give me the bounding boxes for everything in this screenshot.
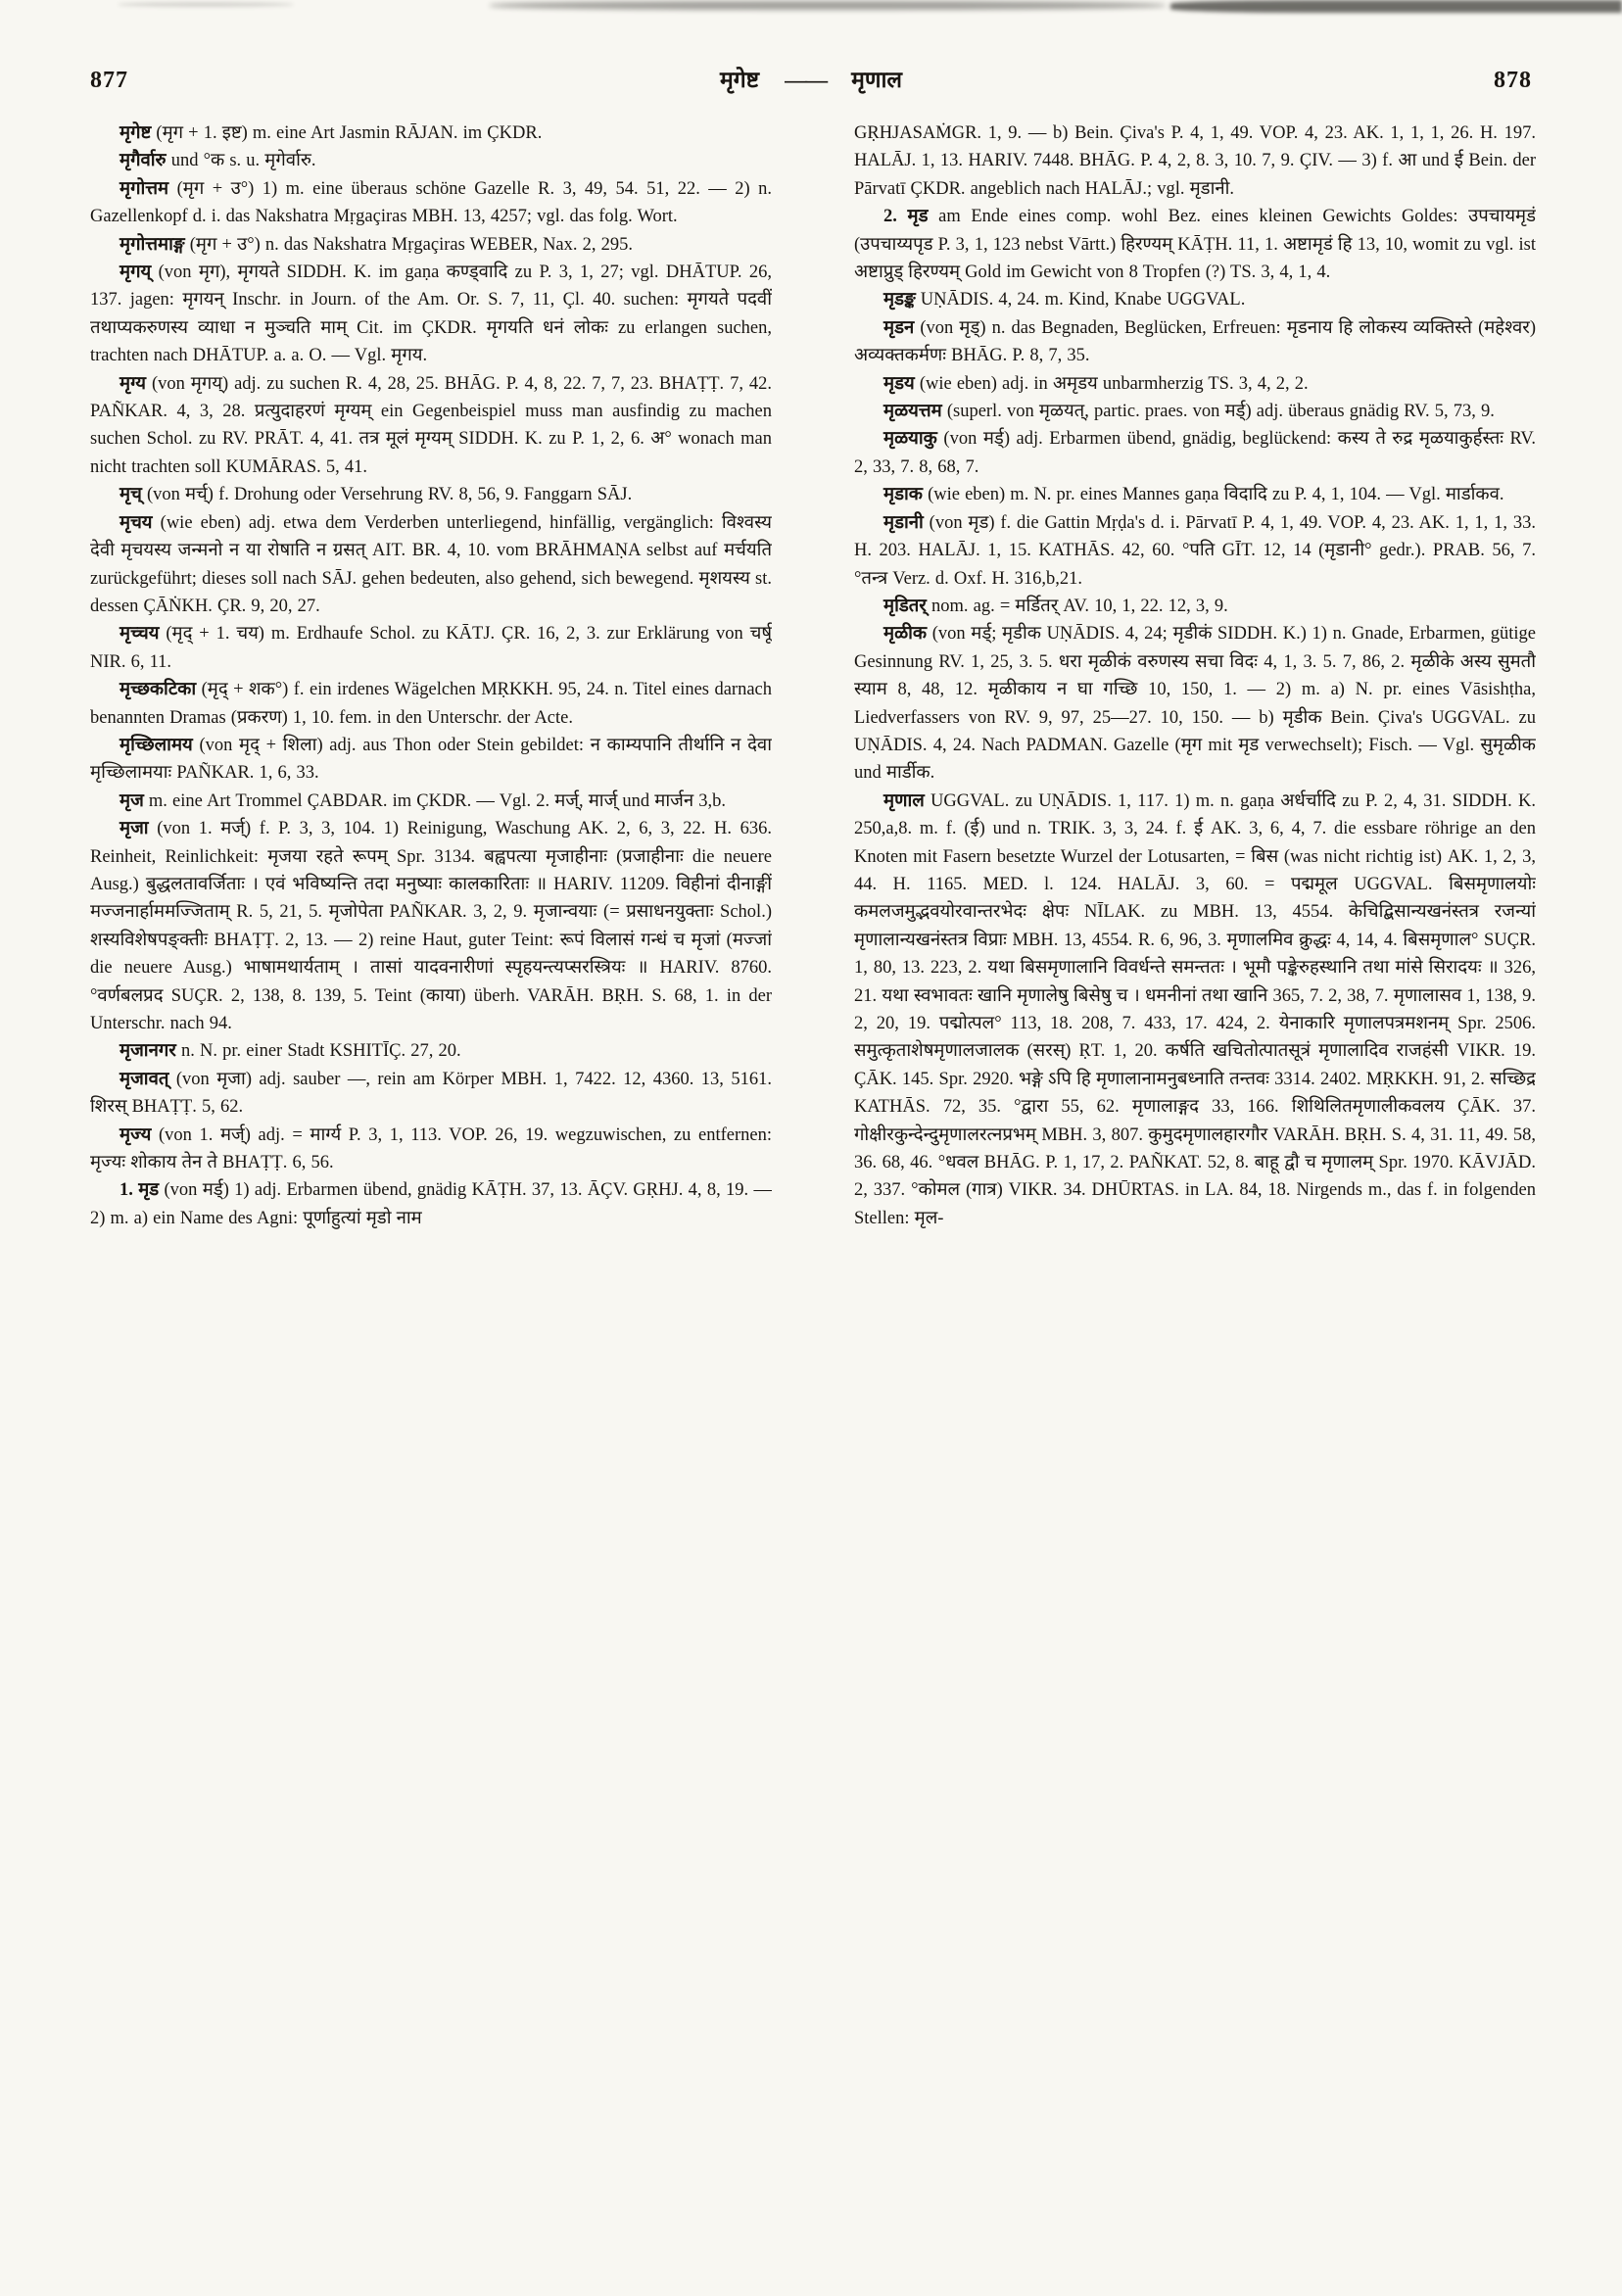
dictionary-entry: मृगोत्तमाङ्ग (मृग + उ°) n. das Nakshatra Mṛgaçiras WEBER, Nax. 2, 295.	[119, 234, 634, 255]
dictionary-entry: मृग्य (von मृगय्) adj. zu suchen R. 4, 28, 25. BHĀG. P. 4, 8, 22. 7, 7, 23. BHAṬṬ. 7, 42. PAÑKAR. 4, 3, 28. प्रत्युदाहरणं मृग्यम् ein Gegenbeispiel muss man ausfindig zu machen suchen Schol. zu RV. PRĀT. 4, 41. तत्र मूलं मृग्यम् SIDDH. K. zu P. 1, 2, 6. अ° wonach man nicht trachten soll KUMĀRAS. 5, 41.	[90, 373, 772, 477]
column-right	[854, 120, 1536, 2157]
column-left	[90, 120, 772, 2157]
dictionary-entry: मृचय (wie eben) adj. etwa dem Verderben unterliegend, hinfällig, vergänglich: विश्वस्य देवी मृचयस्य जन्मनो न या रोषाति न ग्रसत् AIT. BR. 4, 10. vom BRĀHMAṆA selbst auf मर्चयति zurückgeführt; dieses soll nach SĀJ. gehen bedeuten, also gehend, sich bewegend. मृशयस्य st. dessen ÇĀṄKH. ÇR. 9, 20, 27.	[90, 512, 772, 616]
entry-headword: 1. मृड	[119, 1180, 165, 1201]
page-number-right: 878	[1494, 68, 1532, 93]
dictionary-entry: मृडङ्क UṆĀDIS. 4, 24. m. Kind, Knabe UGGVAL.	[883, 290, 1246, 311]
dictionary-entry: मृडन (von मृड्) n. das Begnaden, Beglücken, Erfreuen: मृडनाय हि लोकस्य व्यक्तिस्ते (महेश्वर) अव्यक्तकर्मणः BHĀG. P. 8, 7, 35.	[854, 317, 1536, 366]
entry-headword: मृच्छकटिका	[119, 680, 202, 700]
scan-artifact	[1170, 0, 1622, 13]
entry-headword: मृडङ्क	[883, 290, 921, 311]
page-number-left: 877	[90, 68, 128, 93]
entry-headword: मृच्चय	[119, 624, 167, 645]
dictionary-entry: मृगय् (von मृग), मृगयते SIDDH. K. im gaṇa कण्ड्वादि zu P. 3, 1, 27; vgl. DHĀTUP. 26, 137. jagen: मृगयन् Inschr. in Journ. of the Am. Or. S. 7, 11, Çl. 40. suchen: मृगयते पदवीं तथाप्यकरुणस्य व्याधा न मुञ्चति माम् Cit. im ÇKDR. मृगयति धनं लोकः zu erlangen suchen, trachten nach DHĀTUP. a. a. O. — Vgl. मृगय.	[90, 263, 772, 366]
entry-headword: मृडितर्	[883, 596, 931, 616]
dictionary-entry: मृळयत्तम (superl. von मृळयत्, partic. praes. von मर्ड्) adj. überaus gnädig RV. 5, 73, 9.	[883, 402, 1495, 422]
entry-headword: मृळीक	[883, 624, 932, 645]
entry-headword: मृजा	[119, 819, 158, 839]
dictionary-entry: मृच्छकटिका (मृद् + शक°) f. ein irdenes Wägelchen MṚKKH. 95, 24. n. Titel eines darnach benannten Dramas (प्रकरण) 1, 10. fem. in den Unterschr. der Acte.	[90, 680, 772, 728]
dictionary-entry: 1. मृड (von मर्ड्) 1) adj. Erbarmen übend, gnädig KĀṬH. 37, 13. ĀÇV. GṚHJ. 4, 8, 19. — 2) m. a) ein Name des Agni: पूर्णाहुत्यां मृडो नाम	[90, 1180, 772, 1228]
entry-headword: मृगय्	[119, 263, 159, 283]
entry-headword: मृडन	[883, 317, 921, 338]
dictionary-entry: मृळीक (von मर्ड्; मृडीक UṆĀDIS. 4, 24; मृडीकं SIDDH. K.) 1) n. Gnade, Erbarmen, gütige Gesinnung RV. 1, 25, 3. 5. धरा मृळीकं वरुणस्य सचा विदः 4, 1, 3. 5. 7, 86, 2. मृळीके अस्य सुमतौ स्याम 8, 48, 12. मृळीकाय न घा गच्छि 10, 150, 1. — 2) m. a) N. pr. eines Vāsishṭha, Liedverfassers von RV. 9, 97, 25—27. 10, 150. — b) मृडीक Bein. Çiva's UGGVAL. zu UṆĀDIS. 4, 24. Nach PADMAN. Gazelle (मृग mit मृड verwechselt); Fisch. — Vgl. सुमृळीक und मार्डीक.	[854, 624, 1536, 784]
entry-headword: मृज्य	[119, 1124, 159, 1145]
entry-headword: मृग्य	[119, 373, 152, 394]
dictionary-entry: मृज m. eine Art Trommel ÇABDAR. im ÇKDR. — Vgl. 2. मर्ज्, मार्ज् und मार्जन 3,b.	[119, 790, 727, 811]
running-head-separator: ——	[785, 68, 827, 92]
entry-headword: मृडय	[883, 373, 920, 394]
entry-headword: मृगोत्तम	[119, 178, 177, 199]
dictionary-entry: 2. मृड am Ende eines comp. wohl Bez. eines kleinen Gewichts Goldes: उपचायमृडं (उपचाय्यपृड P. 3, 1, 123 nebst Vārtt.) हिरण्यम् KĀṬH. 11, 1. अष्टामृडं हि 13, 10, womit zu vgl. ist अष्टाप्रुड् हिरण्यम् Gold im Gewicht von 8 Tropfen (?) TS. 3, 4, 1, 4.	[854, 207, 1536, 283]
entry-headword: मृच्छिलामय	[119, 735, 200, 755]
entry-headword: मृज	[119, 790, 149, 811]
entry-headword: मृगेष्ट	[119, 123, 157, 143]
running-head-word-left: मृगेष्ट	[719, 68, 760, 92]
dictionary-entry: मृज्य (von 1. मर्ज्) adj. = मार्ग्य P. 3, 1, 113. VOP. 26, 19. wegzuwischen, zu entfernen: मृज्यः शोकाय तेन ते BHAṬṬ. 6, 56.	[90, 1124, 772, 1173]
dictionary-entry: मृडानी (von मृड) f. die Gattin Mṛḍa's d. i. Pārvatī P. 4, 1, 49. VOP. 4, 23. AK. 1, 1, 1, 33. H. 203. HALĀJ. 1, 15. KATHĀS. 42, 60. °पति GĪT. 12, 14 (मृडानी° gedr.). PRAB. 56, 7. °तन्त्र Verz. d. Oxf. H. 316,b,21.	[854, 512, 1536, 589]
dictionary-entry: मृळयाकु (von मर्ड्) adj. Erbarmen übend, gnädig, beglückend: कस्य ते रुद्र मृळयाकुर्हस्तः RV. 2, 33, 7. 8, 68, 7.	[854, 429, 1536, 477]
entry-headword: मृडाक	[883, 485, 929, 505]
entry-headword: मृळयाकु	[883, 429, 944, 450]
page-header	[90, 63, 1532, 94]
entry-headword: मृणाल	[883, 790, 931, 811]
dictionary-entry: मृणाल UGGVAL. zu UṆĀDIS. 1, 117. 1) m. n. gaṇa अर्धर्चादि zu P. 2, 4, 31. SIDDH. K. 250,a,8. m. f. (ई) und n. TRIK. 3, 3, 24. f. ई AK. 3, 6, 4, 7. die essbare röhrige an den Knoten mit Fasern besetzte Wurzel der Lotusarten, = बिस (was nicht richtig ist) AK. 1, 2, 3, 44. H. 1165. MED. l. 124. HALĀJ. 3, 60. = पद्ममूल UGGVAL. बिसमृणालयोः कमलजमुद्भवयोरवान्तरभेदः क्षेपः NĪLAK. zu MBH. 13, 4554. केचिद्बिसान्यखनंस्तत्र रजन्यां मृणालान्यखनंस्तत्र विप्राः MBH. 13, 4554. R. 6, 96, 3. मृणालमिव क्रुद्धः 4, 14, 4. बिसमृणाल° SUÇR. 1, 80, 13. 223, 2. यथा बिसमृणालानि विवर्धन्ते समन्ततः । भूमौ पङ्केरुहस्थानि तथा मांसे सिरादयः ॥ 326, 21. यथा स्वभावतः खानि मृणालेषु बिसेषु च । धमनीनां तथा खानि 365, 7. 2, 38, 7. मृणालासव 1, 138, 9. 2, 20, 19. पद्मोत्पल° 113, 18. 208, 7. 433, 17. 424, 2. येनाकारि मृणालपत्रमशनम् Spr. 2506. समुत्कृताशेषमृणालजालक (सरस्) ṚT. 1, 20. कर्षति खचितोत्पातसूत्रं मृणालादिव राजहंसी VIKR. 19. ÇĀK. 145. Spr. 2920. भङ्गे ऽपि हि मृणालानामनुबध्नाति तन्तवः 3314. 2402. MṚKKH. 91, 2. सच्छिद्र KATHĀS. 72, 35. °द्वारा 55, 62. मृणालाङ्गद 33, 166. शिथिलितमृणालीकवलय ÇĀK. 37. गोक्षीरकुन्देन्दुमृणालरत्नप्रभम् MBH. 3, 807. कुमुदमृणालहारगौर VARĀH. BṚH. S. 4, 31. 11, 49. 58, 36. 68, 46. °धवल BHĀG. P. 1, 17, 2. PAÑKAT. 52, 8. बाहू द्वौ च मृणालम् Spr. 1970. KĀVJĀD. 2, 337. °कोमल (गात्र) VIKR. 34. DHŪRTAS. in LA. 84, 18. Nirgends m., das f. in folgenden Stellen: मृल-	[854, 790, 1536, 1228]
dictionary-entry: मृच्छिलामय (von मृद् + शिला) adj. aus Thon oder Stein gebildet: न काम्यपानि तीर्थानि न देवा मृच्छिलामयाः PAÑKAR. 1, 6, 33.	[90, 735, 772, 784]
dictionary-entry: मृगोत्तम (मृग + उ°) 1) m. eine überaus schöne Gazelle R. 3, 49, 54. 51, 22. — 2) n. Gazellenkopf d. i. das Nakshatra Mṛgaçiras MBH. 13, 4257; vgl. das folg. Wort.	[90, 178, 772, 227]
dictionary-entry: मृजा (von 1. मर्ज्) f. P. 3, 3, 104. 1) Reinigung, Waschung AK. 2, 6, 3, 22. H. 636. Reinheit, Reinlichkeit: मृजया रहते रूपम् Spr. 3134. बह्वपत्या मृजाहीनाः (प्रजाहीनाः die neuere Ausg.) बुद्धलतावर्जिताः । एवं भविष्यन्ति तदा मनुष्याः कालकारिताः ॥ HARIV. 11209. विहीनां दीनाङ्गीं मज्जनार्हाममज्जिताम् R. 5, 21, 5. मृजोपेता PAÑKAR. 3, 2, 9. मृजान्वयाः (= प्रसाधनयुक्ताः Schol.) शस्यविशेषपङ्क्तीः BHAṬṬ. 2, 13. — 2) reine Haut, guter Teint: रूपं विलासं गन्धं च मृजां (मज्जां die neuere Ausg.) भाषामथार्यताम् । तासां यादवनारीणां स्पृहयन्त्यप्सरस्त्रियः ॥ HARIV. 8760. °वर्णबलप्रद SUÇR. 2, 138, 8. 139, 5. Teint (काया) überh. VARĀH. BṚH. S. 68, 1. in der Unterschr. nach 94.	[90, 819, 772, 1033]
dictionary-entry: मृगैर्वारु und °क s. u. मृगेर्वारु.	[119, 151, 316, 171]
dictionary-entry: मृजानगर n. N. pr. einer Stadt KSHITĪÇ. 27, 20.	[119, 1041, 461, 1062]
entry-headword: मृळयत्तम	[883, 402, 947, 422]
dictionary-entry: मृडाक (wie eben) m. N. pr. eines Mannes gaṇa विदादि zu P. 4, 1, 104. — Vgl. मार्डाकव.	[883, 485, 1504, 505]
entry-headword: मृडानी	[883, 512, 930, 533]
scan-artifact	[118, 2, 294, 7]
entry-headword: मृगैर्वारु	[119, 151, 171, 171]
dictionary-entry: मृडय (wie eben) adj. in अमृडय unbarmherzig TS. 3, 4, 2, 2.	[883, 373, 1309, 394]
dictionary-entry: मृच्चय (मृद् + 1. चय) m. Erdhaufe Schol. zu KĀTJ. ÇR. 16, 2, 3. zur Erklärung von चर्षू NIR. 6, 11.	[90, 624, 772, 672]
dictionary-entry: मृडितर् nom. ag. = मर्डितर् AV. 10, 1, 22. 12, 3, 9.	[883, 596, 1228, 616]
dictionary-entry: मृगेष्ट (मृग + 1. इष्ट) m. eine Art Jasmin RĀJAN. im ÇKDR.	[119, 123, 543, 143]
two-column-text-block	[90, 120, 1536, 2157]
entry-headword: 2. मृड	[883, 207, 939, 227]
running-head	[128, 63, 1494, 94]
running-head-word-right: मृणाल	[851, 68, 903, 92]
entry-headword: मृजानगर	[119, 1041, 181, 1062]
dictionary-entry: मृच् (von मर्च्) f. Drohung oder Versehrung RV. 8, 56, 9. Fanggarn SĀJ.	[119, 485, 633, 505]
entry-headword: मृगोत्तमाङ्ग	[119, 234, 190, 255]
entry-headword: मृच्	[119, 485, 147, 505]
dictionary-entry: GṚHJASAṀGR. 1, 9. — b) Bein. Çiva's P. 4, 1, 49. VOP. 4, 23. AK. 1, 1, 1, 26. H. 197. HALĀJ. 1, 13. HARIV. 7448. BHĀG. P. 4, 2, 8. 3, 10. 7, 9. ÇIV. — 3) f. आ und ई Bein. der Pārvatī ÇKDR. angeblich nach HALĀJ.; vgl. मृडानी.	[854, 123, 1536, 199]
scan-artifact	[490, 1, 1166, 10]
entry-headword: मृचय	[119, 512, 161, 533]
dictionary-entry: मृजावत् (von मृजा) adj. sauber —, rein am Körper MBH. 1, 7422. 12, 4360. 13, 5161. शिरस् BHAṬṬ. 5, 62.	[90, 1069, 772, 1118]
entry-headword: मृजावत्	[119, 1069, 176, 1089]
